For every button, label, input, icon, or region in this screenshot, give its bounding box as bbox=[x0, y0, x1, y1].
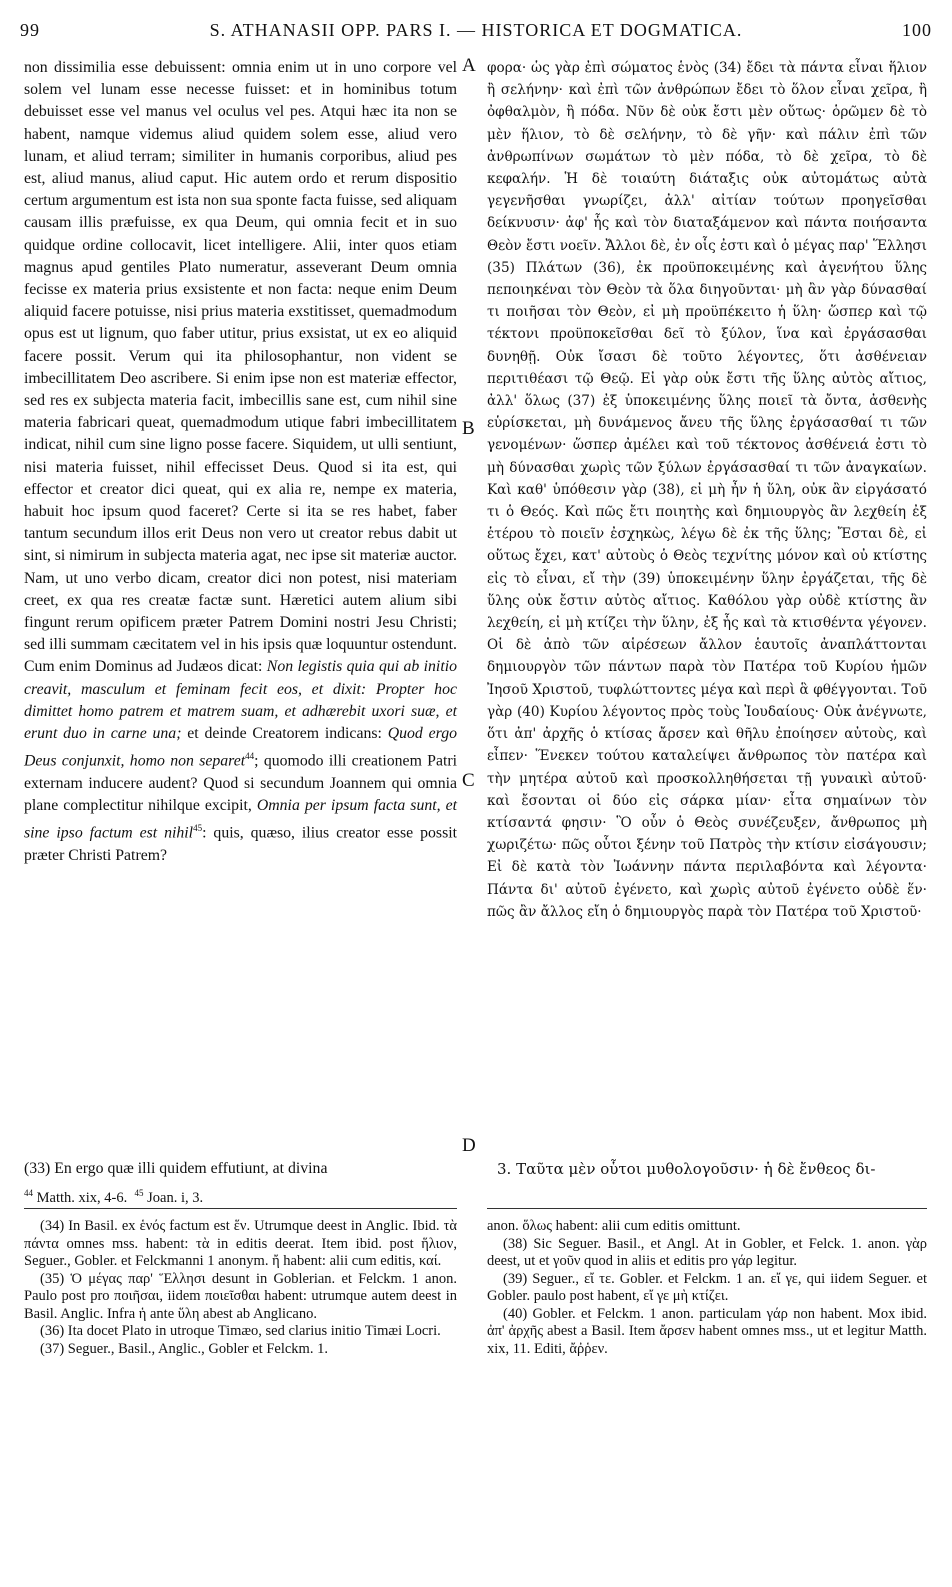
notes-right bbox=[487, 1218, 927, 1358]
greek-section-3-text: 3. Ταῦτα μὲν οὗτοι μυθολογοῦσιν· ἡ δὲ ἔνθεος δι- bbox=[497, 1160, 876, 1178]
footnote-ref-45: 45 bbox=[193, 823, 203, 834]
notes-left bbox=[24, 1218, 457, 1358]
ref-text-44: Matth. xix, 4-6. bbox=[36, 1189, 128, 1206]
ref-text-45: Joan. i, 3. bbox=[147, 1189, 204, 1206]
latin-ending: quis, quæso, ilius creator esse possit præter Christi Patrem? bbox=[24, 824, 457, 864]
note-37: (37) Seguer., Basil., Anglic., Gobler et Felckm. 1. bbox=[40, 1340, 328, 1357]
latin-column bbox=[24, 57, 457, 867]
margin-letter-b: B bbox=[462, 418, 475, 439]
latin-connector-2: quomodo illi creationem Patri externam inducere audent? Quod si secundum Joannem qui omnia plane complectitur nihilque excipit, bbox=[24, 752, 457, 814]
latin-section-33-text: (33) En ergo quæ illi quidem effutiunt, at divina bbox=[24, 1160, 328, 1177]
greek-column bbox=[487, 57, 927, 923]
margin-letter-c: C bbox=[462, 770, 475, 791]
latin-connector: et deinde Creatorem indicans: bbox=[187, 725, 382, 743]
latin-quote-matthew: Non legistis quia qui ab initio creavit, masculum et feminam fecit eos, et dixit: Propter hoc dimittet homo patrem et matrem suam, et adhærebit uxori suæ, et erunt duo in carne una; bbox=[24, 658, 457, 743]
greek-section-3 bbox=[497, 1158, 927, 1180]
page-number-left: 99 bbox=[20, 20, 40, 40]
running-title: S. ATHANASII OPP. PARS I. — HISTORICA ET DOGMATICA. bbox=[209, 20, 743, 40]
note-40: (40) Gobler. et Felckm. 1 anon. particulam γάρ non habent. Mox ibid. ἀπ' ἀρχῆς abest a Basil. Item ἄρσεν habent omnes mss., ut et legitur Matth. xix, 11. Editi, ἄῤῥεν. bbox=[487, 1305, 927, 1357]
latin-body: non dissimilia esse debuissent: omnia enim ut in uno corpore vel solem vel lunam esse necesse fuisset: et in hominibus totum debuisset esse vel manus vel oculus vel pes. Atqui hæc ita non se habent, namque videmus aliud quidem solem esse, aliud vero lunam, et aliud terram; similiter in humanis corporibus, aliud pes est, aliud manus, aliud caput. Hic autem ordo et rerum dispositio certum argumentum est ista non sua sponte facta fuisse, sed aliquam causam illis præfuisse, ex qua Deum, qui omnia fecit et in suo quidque ordine collocavit, licet intelligere. Alii, inter quos etiam magnus apud gentiles Plato numeratur, asseverant Deum omnia fecisse ex materia prius exsistente et non facta: neque enim Deum aliquid facere potuisse, nisi prius materia exstitisset, quemadmodum opus est ut lignum, quo faber utitur, prius exsistat, ut ex eo aliquid facere possit. Verum qui ita philosophantur, non vident se imbecillitatem Deo ascribere. Si enim ipse non est materiæ effector, sed res ex subjecta materia facit, imbecillis sane est, cum nihil sine materia fabricari queat, quemadmodum utique fabri imbecillitatem indicat, nihil cum sine ligno posse facere. Siquidem, ut ulli sentiunt, nisi materia fuisset, nihil effecisset Deus. Quod si ita est, qui effector et creator dici queat, qui ex alia re, nempe ex materia, habuit hoc ipsum quod faceret? Certe si ita se res habet, faber tantum secundum illos erit Deus non vero ut creator rebus dabit ut sint, si nimirum in subjecta materia agat, nec ipse sit materiæ auctor. Nam, ut uno verbo dicam, creator dici non potest, nisi materiam creet, ex qua res creatæ factæ sunt. Hæretici autem alium sibi fingunt rerum opificem præter Patrem Domini nostri Jesu Christi; sed illi summam cæcitatem vel in his ipsis quæ loquuntur ostendunt. Cum enim Dominus ad Judæos dicat: bbox=[24, 59, 457, 676]
scripture-references bbox=[24, 1183, 457, 1208]
note-36: (36) Ita docet Plato in utroque Timæo, sed clarius initio Timæi Locri. bbox=[40, 1323, 441, 1339]
latin-section-33 bbox=[24, 1158, 457, 1180]
note-37-cont: anon. ὅλως habent: alii cum editis omittunt. bbox=[487, 1218, 741, 1234]
page-number-right: 100 bbox=[902, 20, 932, 40]
notes-divider-right bbox=[487, 1208, 927, 1209]
margin-letter-a: A bbox=[462, 55, 476, 76]
margin-letter-d: D bbox=[462, 1135, 476, 1156]
note-35: (35) Ὁ μέγας παρ' Ἕλλησι desunt in Goblerian. et Felckm. 1 anon. Paulo post pro ποιῆσαι, iidem ποιεῖσθαι habent: utrumque autem deest in Basil. Anglic. Infra ἡ ante ὕλη abest ab Anglicano. bbox=[24, 1270, 457, 1322]
latin-quote-conjunxit: Quod ergo Deus conjunxit, homo non separet bbox=[24, 725, 457, 770]
ref-marker-45: 45 bbox=[134, 1188, 144, 1198]
notes-divider-left bbox=[24, 1208, 457, 1209]
running-header bbox=[20, 20, 932, 48]
greek-paragraph: φορα· ὡς γὰρ ἐπὶ σώματος ἑνὸς (34) ἔδει τὰ πάντα εἶναι ἥλιον ἢ σελήνην· καὶ ἐπὶ τῶν ἀνθρώπων ἔδει τὸ ὅλον εἶναι χεῖρα, ἢ ὀφθαλμὸν, ἢ πόδα. Νῦν δὲ οὐκ ἔστι μὲν οὕτως· ὁρῶμεν δὲ τὸ μὲν ἥλιον, τὸ δὲ σελήνην, τὸ δὲ γῆν· καὶ πάλιν ἐπὶ τῶν ἀνθρωπίνων σωμάτων τὸ μὲν πόδα, τὸ δὲ χεῖρα, τὸ δὲ κεφαλήν. Ἡ δὲ τοιαύτη διάταξις οὐκ αὐτομάτως αὐτὰ γεγενῆσθαι γνωρίζει, ἀλλ' αἰτίαν τούτων προηγεῖσθαι δείκνυσιν· ἀφ' ἧς καὶ τὸν διαταξάμενον καὶ πάντα ποιήσαντα Θεὸν ἔστι νοεῖν. Ἄλλοι δὲ, ἐν οἷς ἐστι καὶ ὁ μέγας παρ' Ἕλλησι (35) Πλάτων (36), ἐκ προϋποκειμένης καὶ ἀγενήτου ὕλης πεποιηκέναι τὸν Θεὸν τὰ ὅλα διηγοῦνται· μὴ ἂν γὰρ δύνασθαί τι ποιῆσαι τὸν Θεὸν, εἰ μὴ προϋπέκειτο ἡ ὕλη· ὥσπερ καὶ τῷ τέκτονι προϋποκεῖσθαι δεῖ τὸ ξύλον, ἵνα καὶ ἐργάσασθαι δυνηθῇ. Οὐκ ἴσασι δὲ τοῦτο λέγοντες, ὅτι ἀσθένειαν περιτιθέασι τῷ Θεῷ. Εἰ γὰρ οὐκ ἔστι τῆς ὕλης αὐτὸς αἴτιος, ἀλλ' ὅλως (37) ἐξ ὑποκειμένης ὕλης ποιεῖ τὰ ὄντα, ἀσθενὴς εὑρίσκεται, μὴ δυνάμενος ἄνευ τῆς ὕλης ἐργάσασθαί τι τῶν γενομένων· ὥσπερ ἀμέλει καὶ τοῦ τέκτονος ἀσθένειά ἐστι τὸ μὴ δύνασθαι χωρὶς τῶν ξύλων ἐργάσασθαί τι τῶν ἀναγκαίων. Καὶ καθ' ὑπόθεσιν γὰρ (38), εἰ μὴ ἦν ἡ ὕλη, οὐκ ἂν εἰργάσατό τι ὁ Θεός. Καὶ πῶς ἔτι ποιητὴς καὶ δημιουργὸς ἂν λεχθείη ἐξ ἑτέρου τὸ ποιεῖν ἐσχηκὼς, λέγω δὲ ἐκ τῆς ὕλης; Ἔσται δὲ, εἰ οὕτως ἔχει, κατ' αὐτοὺς ὁ Θεὸς τεχνίτης μόνον καὶ οὐ κτίστης εἰς τὸ εἶναι, εἴ τὴν (39) ὑποκειμένην ὕλην ἐργάζεται, τῆς δὲ ὕλης οὐκ ἔστιν αὐτὸς αἴτιος. Καθόλου γὰρ οὐδὲ κτίστης ἂν λεχθείη, εἰ μὴ κτίζει τὴν ὕλην, ἐξ ἧς καὶ τὰ κτισθέντα γέγονεν. Οἱ δὲ ἀπὸ τῶν αἱρέσεων ἄλλον ἑαυτοῖς ἀναπλάττονται δημιουργὸν τῶν πάντων παρὰ τὸν Πατέρα τοῦ Κυρίου ἡμῶν Ἰησοῦ Χριστοῦ, τυφλώττοντες μέγα καὶ περὶ ἃ φθέγγονται. Τοῦ γὰρ (40) Κυρίου λέγοντος πρὸς τοὺς Ἰουδαίους· Οὐκ ἀνέγνωτε, ὅτι ἀπ' ἀρχῆς ὁ κτίσας ἄρσεν καὶ θῆλυ ἐποίησεν αὐτοὺς, καὶ εἶπεν· Ἕνεκεν τούτου καταλείψει ἄνθρωπος τὸν πατέρα καὶ τὴν μητέρα αὐτοῦ καὶ προσκολληθήσεται τῇ γυναικὶ αὐτοῦ· καὶ ἔσονται οἱ δύο εἰς σάρκα μίαν· εἶτα σημαίνων τὸν κτίσαντά φησιν· Ὃ οὖν ὁ Θεὸς συνέζευξεν, ἄνθρωπος μὴ χωριζέτω· πῶς οὗτοι ξένην τοῦ Πατρὸς τὴν κτίσιν εἰσάγουσιν; Εἰ δὲ κατὰ τὸν Ἰωάννην πάντα περιλαβόντα καὶ λέγοντα· Πάντα δι' αὐτοῦ ἐγένετο, καὶ χωρὶς αὐτοῦ ἐγένετο οὐδὲ ἕν· πῶς ἂν ἄλλος εἴη ὁ δημιουργὸς παρὰ τὸν Πατέρα τοῦ Χριστοῦ· bbox=[487, 60, 927, 920]
ref-marker-44: 44 bbox=[24, 1188, 33, 1198]
note-39: (39) Seguer., εἴ τε. Gobler. et Felckm. 1 an. εἴ γε, qui iidem Seguer. et Gobler. paulo post habent, εἴ γε μὴ κτίζει. bbox=[487, 1270, 927, 1304]
latin-paragraph: non dissimilia esse debuissent: omnia enim ut in uno corpore vel solem vel lunam esse necesse fuisset: et in hominibus totum debuisset esse vel manus vel oculus vel pes. Atqui hæc ita non se habent, namque videmus aliud quidem solem esse, aliud vero lunam, et aliud terram; similiter in humanis corporibus, aliud pes est, aliud manus, aliud caput. Hic autem ordo et rerum dispositio certum argumentum est ista non sua sponte facta fuisse, sed aliquam causam illis præfuisse, ex qua Deum, qui omnia fecit et in suo quidque ordine collocavit, licet intelligere. Alii, inter quos etiam magnus apud gentiles Plato numeratur, asseverant Deum omnia fecisse ex materia prius exsistente et non facta: neque enim Deum aliquid facere potuisse, nisi prius materia exstitisset, quemadmodum opus est ut lignum, quo faber utitur, prius exsistat, ut ex eo aliquid facere possit. Verum qui ita philosophantur, non vident se imbecillitatem Deo ascribere. Si enim ipse non est materiæ effector, sed res ex subjecta materia facit, imbecillis sane est, cum nihil sine materia fabricari queat, quemadmodum utique fabri imbecillitatem indicat, nihil cum sine ligno posse facere. Siquidem, ut ulli sentiunt, nisi materia fuisset, nihil effecisset Deus. Quod si ita est, qui effector et creator dici queat, qui ex alia re, nempe ex materia, habuit hoc ipsum quod faceret? Certe si ita se res habet, faber tantum secundum illos erit Deus non vero ut creator rebus dabit ut sint, si nimirum in subjecta materia agat, nec ipse sit materiæ auctor. Nam, ut uno verbo dicam, creator dici non potest, nisi materiam creet, ex qua res creatæ factæ sunt. Hæretici autem alium sibi fingunt rerum opificem præter Patrem Domini nostri Jesu Christi; sed illi summam cæcitatem vel in his ipsis quæ loquuntur ostendunt. Cum enim Dominus ad Judæos dicat: Non legistis quia qui ab initio creavit, masculum et feminam fecit eos, et dixit: Propter hoc dimittet homo patrem et matrem suam, et adhærebit uxori suæ, et erunt duo in carne una; et deinde Creatorem indicans: Quod ergo Deus conjunxit, homo non separet$^{44}$; quomodo illi creationem Patri externam inducere audent? Quod si secundum Joannem qui omnia plane complectitur nihilque excipit, Omnia per ipsum facta sunt, et sine ipso factum est nihil$^{45}$: quis, quæso, ilius creator esse possit præter Christi Patrem? bbox=[24, 59, 457, 864]
note-34: (34) In Basil. ex ἑνός factum est ἕν. Utrumque deest in Anglic. Ibid. τὰ πάντα omnes mss. habent: τὰ in editis deerat. Item ibid. post ἥλιον, Seguer., Gobler. et Felckmanni 1 anonym. ἤ habent: alii cum editis, καί. bbox=[24, 1218, 457, 1269]
footnote-ref-44: 44 bbox=[245, 751, 255, 762]
note-38: (38) Sic Seguer. Basil., et Angl. At in Gobler, et Felck. 1. anon. γὰρ deest, ut et γοῦν quod in aliis et editis pro γάρ legitur. bbox=[487, 1235, 927, 1269]
latin-quote-john: Omnia per ipsum facta sunt, et sine ipso factum est nihil bbox=[24, 796, 457, 842]
